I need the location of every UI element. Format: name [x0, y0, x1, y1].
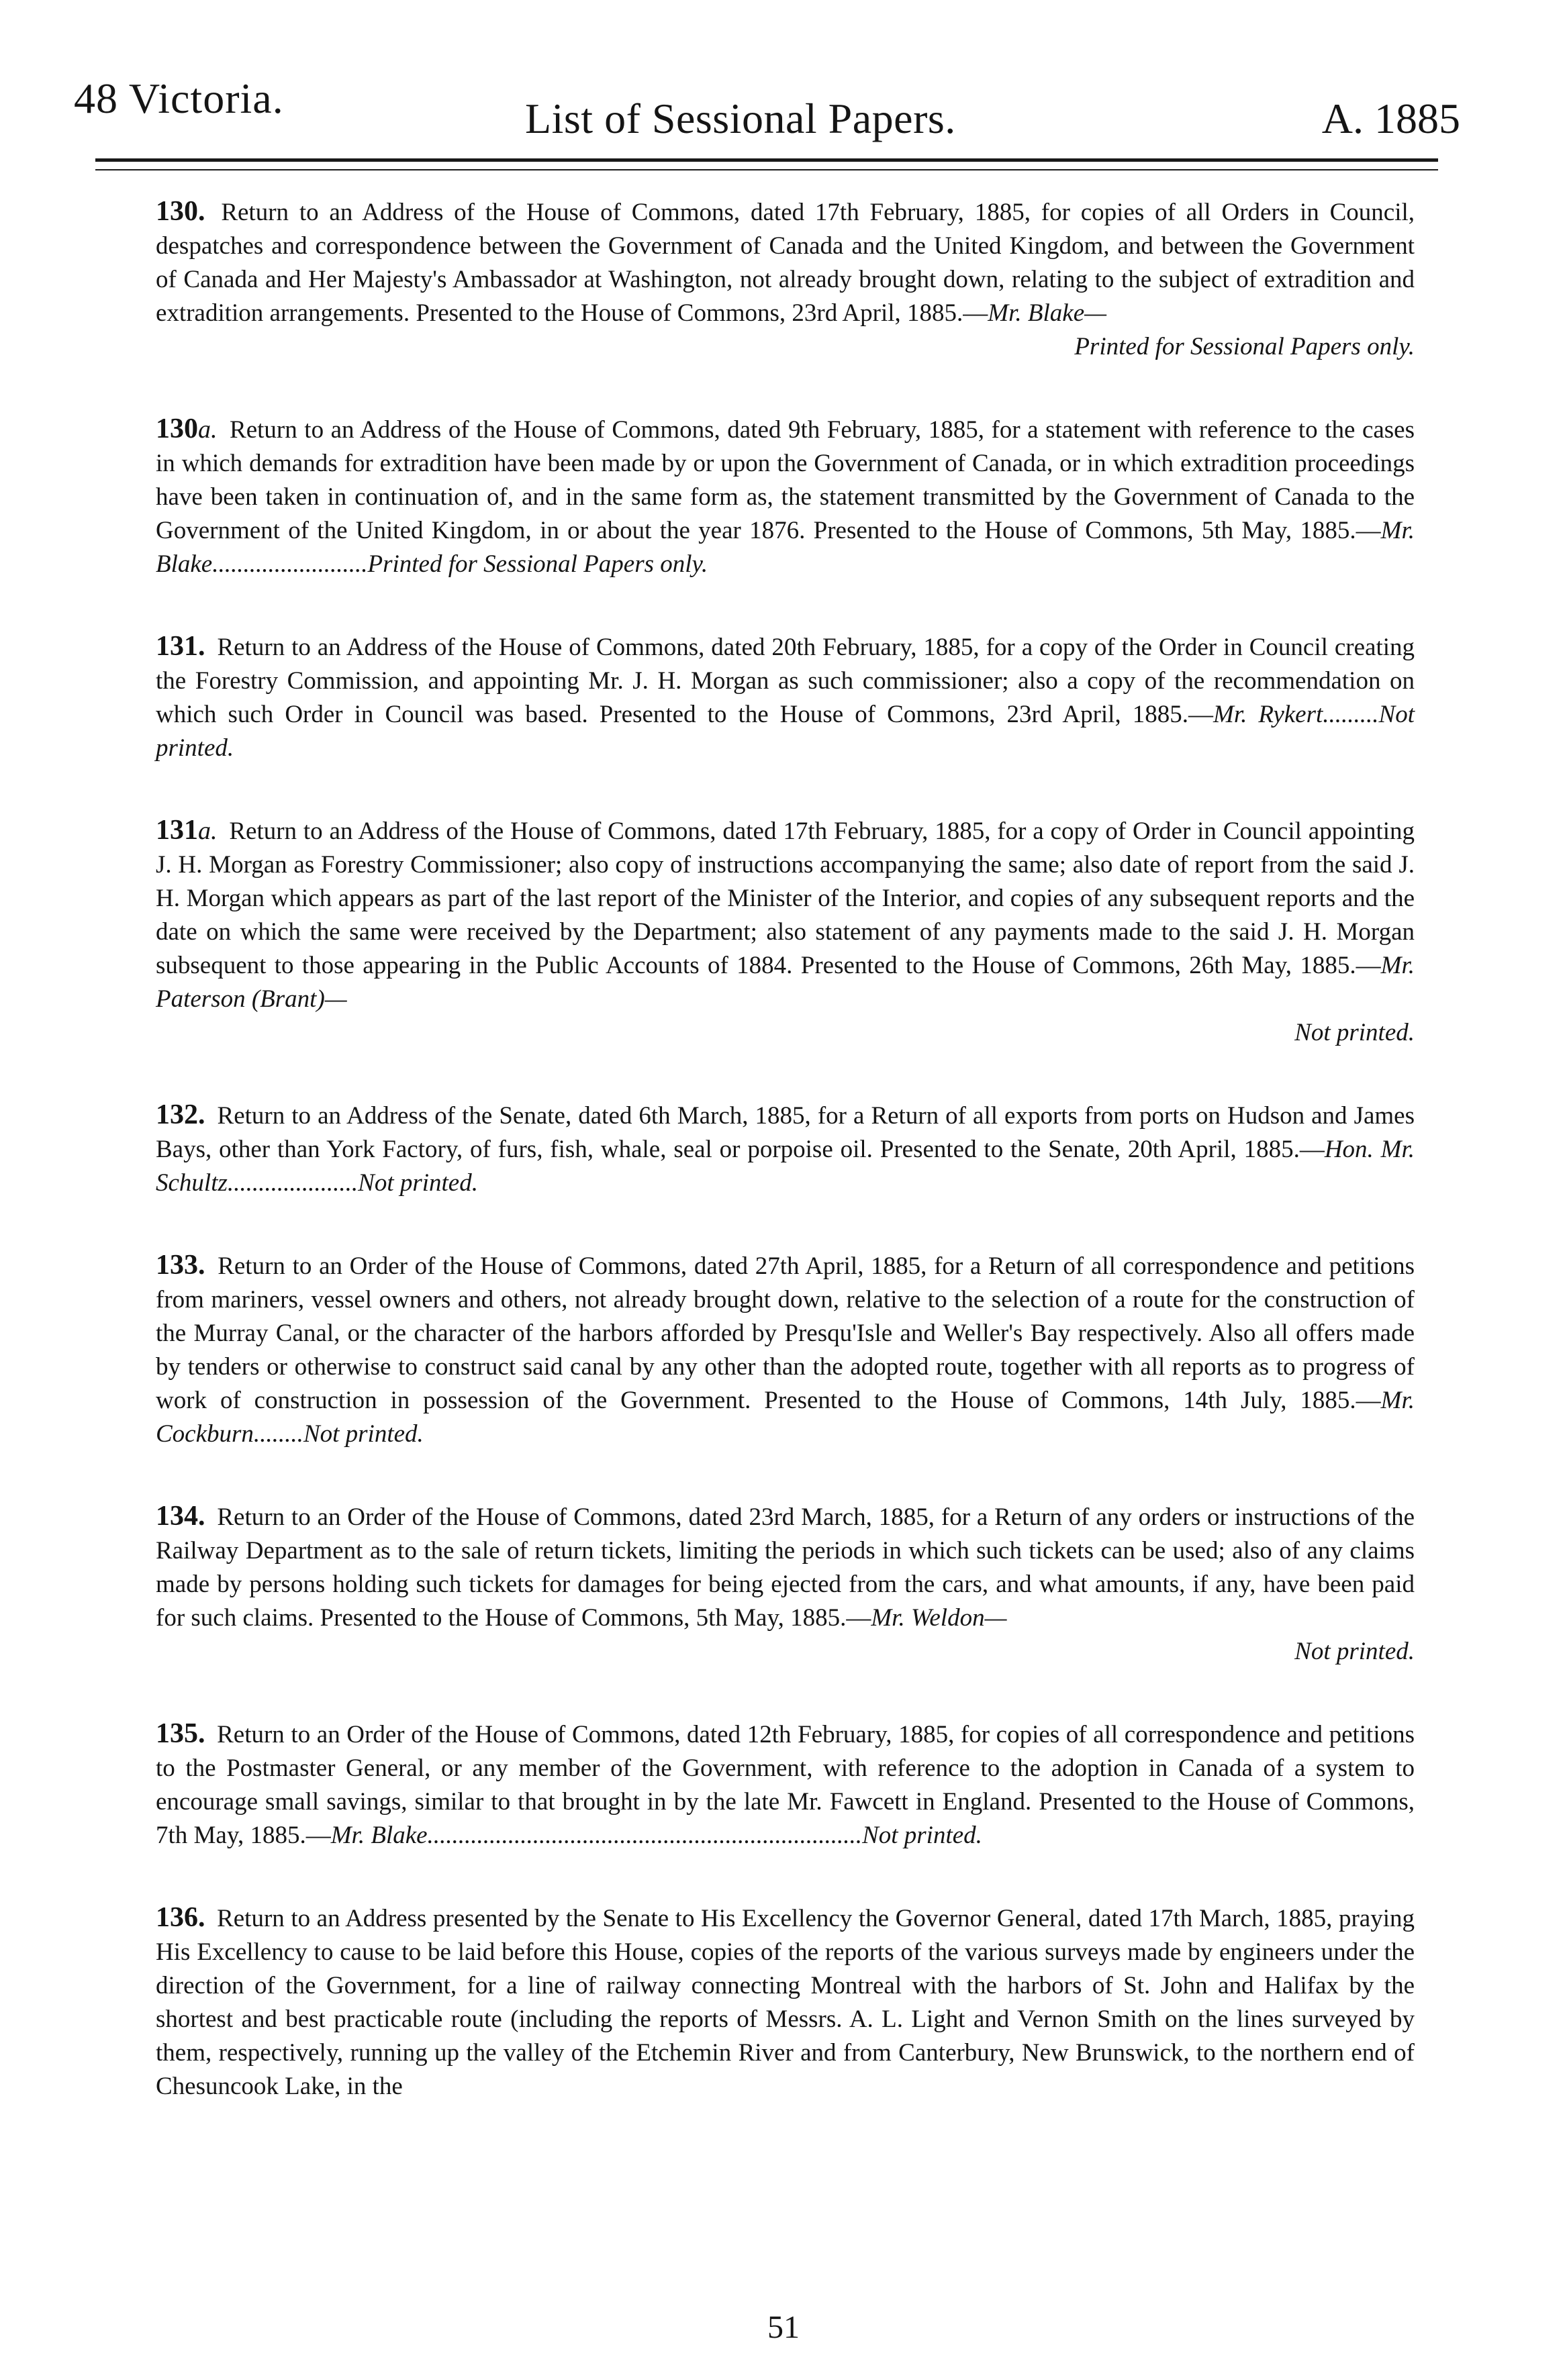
header-rule-thick — [95, 158, 1438, 162]
entry-status: Not printed. — [862, 1822, 982, 1849]
entry-presenter: Mr. Rykert......... — [1213, 701, 1379, 728]
list-item — [156, 195, 1415, 364]
entry-number: 131a. — [156, 815, 218, 846]
entry-text: Return to an Address of the House of Commons, dated 20th February, 1885, for a copy of the Order in Council creating the Forestry Commission, and appointing Mr. J. H. Morgan as such commissioner; also a copy of the recommendation on which such Order in Council was based. Presented to the House of Commons, 23rd April, 1885.— — [156, 634, 1415, 728]
entry-text: Return to an Order of the House of Commons, dated 27th April, 1885, for a Return of all correspondence and petitions from mariners, vessel owners and others, not already brought down, relative to the selection of a route for the construction of the Murray Canal, or the character of the harbors afforded by Presqu'Isle and Weller's Bay respectively. Also all offers made by tenders or otherwise to construct said canal by any other than the adopted route, together with all reports as to progress of work of construction in possession of the Government. Presented to the House of Commons, 14th July, 1885.— — [156, 1252, 1415, 1414]
entry-status: Not printed. — [1294, 1638, 1415, 1665]
entry-presenter: Mr. Blake— — [988, 299, 1107, 327]
entry-text: Return to an Address presented by the Senate to His Excellency the Governor General, dated 17th March, 1885, praying His Excellency to cause to be laid before this House, copies of the reports of the various surveys made by engineers under the direction of the Government, for a line of railway connecting Montreal with the harbors of St. John and Halifax by the shortest and best practicable route (including the reports of Messrs. A. L. Light and Vernon Smith on the lines surveyed by them, respectively, running up the valley of the Etchemin River and from Canterbury, New Brunswick, to the northern end of Chesuncook Lake, in the — [156, 1905, 1415, 2100]
entry-number: 130a. — [156, 413, 218, 444]
entry-text: Return to an Address of the House of Commons, dated 17th February, 1885, for copies of all Orders in Council, despatches and correspondence between the Government of Canada and the United Kingdom, and between the Government of Canada and Her Majesty's Ambassador at Washington, not already brought down, relating to the subject of extradition and extradition arrangements. Presented to the House of Commons, 23rd April, 1885.— — [156, 199, 1415, 327]
list-item — [156, 1098, 1415, 1200]
entry-presenter: Mr. Paterson (Brant)— — [156, 952, 1415, 1013]
entry-status: Not printed. — [303, 1420, 424, 1448]
page-header — [74, 67, 1460, 142]
entry-text: Return to an Address of the House of Commons, dated 17th February, 1885, for a copy of Order in Council appointing J. H. Morgan as Forestry Commissioner; also copy of instructions accompanying the same; also date of report from the said J. H. Morgan which appears as part of the last report of the Minister of the Interior, and copies of any subsequent reports and the date on which the same were received by the Department; also statement of any payments made to the said J. H. Morgan subsequent to those appearing in the Public Accounts of 1884. Presented to the House of Commons, 26th May, 1885.— — [156, 817, 1415, 979]
entry-number: 131. — [156, 631, 205, 662]
entry-presenter: Mr. Cockburn........ — [156, 1387, 1415, 1448]
entry-number: 134. — [156, 1501, 205, 1532]
list-item — [156, 630, 1415, 765]
entry-number: 130. — [156, 196, 205, 227]
entry-presenter: Mr. Blake...................................................................... — [330, 1822, 863, 1849]
list-item — [156, 1717, 1415, 1852]
entry-status: Not printed. — [1294, 1019, 1415, 1046]
entry-number: 133. — [156, 1250, 205, 1281]
list-item — [156, 1901, 1415, 2103]
entry-number: 136. — [156, 1902, 205, 1933]
list-item — [156, 813, 1415, 1050]
entry-status: Printed for Sessional Papers only. — [367, 550, 708, 578]
entry-number: 135. — [156, 1718, 205, 1749]
entry-presenter: Mr. Blake......................... — [156, 517, 1415, 578]
entry-text: Return to an Order of the House of Commons, dated 23rd March, 1885, for a Return of any orders or instructions of the Railway Department as to the sale of return tickets, limiting the periods in which such tickets can be used; also of any claims made by persons holding such tickets for damages for being ejected from the cars, and what amounts, if any, have been paid for such claims. Presented to the House of Commons, 5th May, 1885.— — [156, 1503, 1415, 1632]
entry-number: 132. — [156, 1099, 205, 1130]
entry-text: Return to an Address of the House of Commons, dated 9th February, 1885, for a statement with reference to the cases in which demands for extradition have been made by or upon the Government of Canada, or in which extradition proceedings have been taken in continuation of, and in the same form as, the statement transmitted by the Government of Canada to the Government of the United Kingdom, in or about the year 1876. Presented to the House of Commons, 5th May, 1885.— — [156, 416, 1415, 544]
header-title: List of Sessional Papers. — [525, 95, 956, 142]
entry-presenter: Mr. Weldon— — [871, 1604, 1007, 1632]
entry-status: Not printed. — [358, 1169, 478, 1197]
header-session: 48 Victoria. — [74, 75, 284, 122]
entry-presenter: Hon. Mr. Schultz..................... — [156, 1136, 1415, 1197]
list-item — [156, 1248, 1415, 1451]
header-rule-thin — [95, 169, 1438, 170]
header-year: A. 1885 — [1321, 95, 1460, 142]
entry-text: Return to an Address of the Senate, dated 6th March, 1885, for a Return of all exports from ports on Hudson and James Bays, other than York Factory, of furs, fish, whale, seal or porpoise oil. Presented to the Senate, 20th April, 1885.— — [156, 1102, 1415, 1163]
list-item — [156, 412, 1415, 581]
entry-status: Not printed. — [156, 701, 1415, 762]
page-number: 51 — [767, 2310, 800, 2345]
entry-text: Return to an Order of the House of Commons, dated 12th February, 1885, for copies of all correspondence and petitions to the Postmaster General, or any member of the Government, with reference to the adoption in Canada of a system to encourage small savings, similar to that brought in by the late Mr. Fawcett in England. Presented to the House of Commons, 7th May, 1885.— — [156, 1721, 1415, 1849]
list-item — [156, 1499, 1415, 1669]
entry-status: Printed for Sessional Papers only. — [1074, 333, 1415, 360]
entry-list — [156, 195, 1415, 2152]
